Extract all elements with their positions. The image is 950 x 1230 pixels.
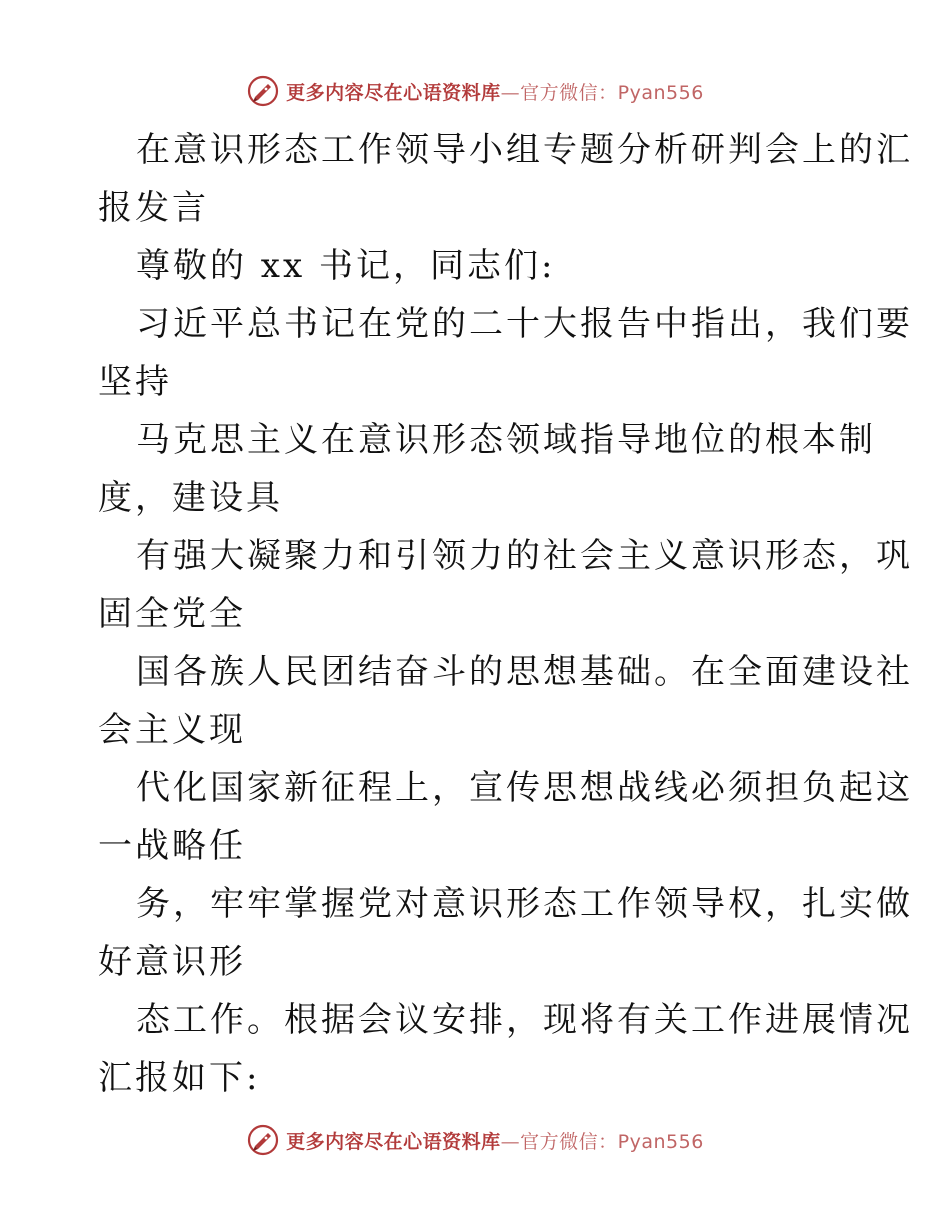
document-line: 在意识形态工作领导小组专题分析研判会上的汇 <box>136 130 913 170</box>
document-line: 坚持 <box>98 362 172 402</box>
document-line: 汇报如下: <box>98 1058 261 1098</box>
document-line: 马克思主义在意识形态领域指导地位的根本制 <box>136 420 876 460</box>
pen-nib-circle-icon <box>246 74 280 108</box>
document-line: 习近平总书记在党的二十大报告中指出，我们要 <box>136 304 913 344</box>
watermark-brand: 更多内容尽在心语资料库 <box>286 1130 501 1153</box>
header-watermark <box>0 71 950 111</box>
watermark-contact: 官方微信：Pyan556 <box>520 81 704 104</box>
watermark-text <box>286 1127 704 1154</box>
document-line: 报发言 <box>98 188 209 228</box>
pen-nib-circle-icon <box>246 1123 280 1157</box>
watermark-separator: — <box>500 1130 521 1153</box>
document-line: 一战略任 <box>98 826 246 866</box>
document-line: 务，牢牢掌握党对意识形态工作领导权，扎实做 <box>136 884 913 924</box>
document-line: 态工作。根据会议安排，现将有关工作进展情况 <box>136 1000 913 1040</box>
watermark-contact: 官方微信：Pyan556 <box>520 1130 704 1153</box>
document-body <box>98 121 913 1107</box>
document-line: 度，建设具 <box>98 478 283 518</box>
document-line: 有强大凝聚力和引领力的社会主义意识形态，巩 <box>136 536 913 576</box>
watermark-brand: 更多内容尽在心语资料库 <box>286 81 501 104</box>
document-line: 国各族人民团结奋斗的思想基础。在全面建设社 <box>136 652 913 692</box>
watermark-separator: — <box>500 81 521 104</box>
document-line: 尊敬的 xx 书记，同志们: <box>136 246 556 286</box>
document-line: 代化国家新征程上，宣传思想战线必须担负起这 <box>136 768 913 808</box>
footer-watermark <box>0 1120 950 1160</box>
document-line: 会主义现 <box>98 710 246 750</box>
document-line: 固全党全 <box>98 594 246 634</box>
document-line: 好意识形 <box>98 942 246 982</box>
watermark-text <box>286 78 704 105</box>
